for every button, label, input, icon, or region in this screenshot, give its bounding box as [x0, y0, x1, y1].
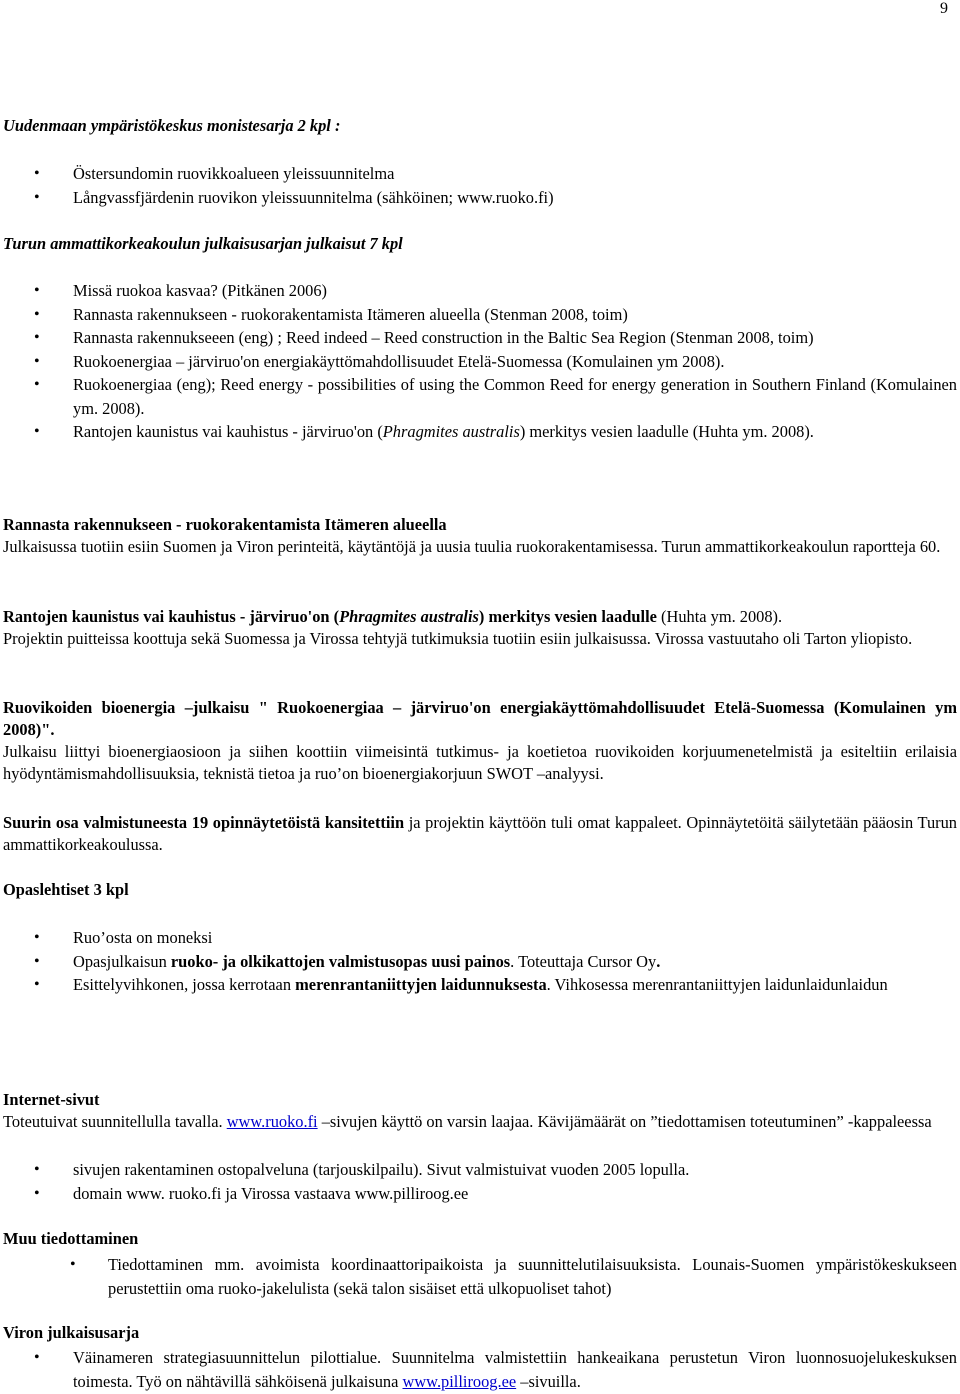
item-text: .: [656, 951, 661, 971]
list-item: • domain www. ruoko.fi ja Virossa vastaava www.pilliroog.ee: [0, 1182, 957, 1206]
paragraph-heading: [3, 606, 957, 628]
julkaisusarja-list: [0, 279, 957, 444]
species-name: Phragmites australis: [382, 422, 520, 441]
paragraph-text: Julkaisussa tuotiin esiin Suomen ja Viron perinteitä, käytäntöjä ja uusia tuulia ruokorakentamisessa. Turun ammattikorkeakoulun raportteja 60.: [3, 537, 941, 556]
paragraph-opinnaytetyot: [3, 812, 957, 856]
item-text: Rantojen kaunistus vai kauhistus - järviruo'on (: [73, 422, 383, 441]
list-item: • Missä ruokoa kasvaa? (Pitkänen 2006): [0, 279, 957, 303]
heading-text: Turun ammattikorkeakoulun julkaisusarjan julkaisut 7 kpl: [3, 234, 403, 253]
internet-sivut-section: [3, 1089, 957, 1133]
section-heading-monistesarja: Uudenmaan ympäristökeskus monistesarja 2 kpl :: [3, 116, 341, 135]
species-name: Phragmites australis: [339, 607, 479, 626]
paragraph-bold: Suurin osa valmistuneesta 19 opinnäytetöistä kansitettiin: [3, 813, 405, 832]
list-item: • sivujen rakentaminen ostopalveluna (tarjouskilpailu). Sivut valmistuivat vuoden 2005 lopulla.: [0, 1158, 957, 1182]
section-heading-muu: Muu tiedottaminen: [3, 1229, 139, 1248]
list-item: [0, 420, 957, 444]
paragraph-heading: Rannasta rakennukseen - ruokorakentamista Itämeren alueella: [3, 515, 447, 534]
item-text: . Vihkosessa merenrantaniittyjen laidunlaidunlaidun: [546, 975, 888, 994]
item-text: ) merkitys vesien laadulle (Huhta ym. 2008).: [519, 422, 814, 441]
heading-citation: (Huhta ym. 2008).: [656, 607, 783, 626]
section-heading-internet: Internet-sivut: [3, 1090, 100, 1109]
item-text: Opasjulkaisun: [73, 951, 171, 971]
internet-list: [0, 1158, 957, 1205]
paragraph-heading: Ruovikoiden bioenergia –julkaisu " Ruokoenergiaa – järviruo'on energiakäyttömahdollisuudet Etelä-Suomessa (Komulainen ym 2008)".: [3, 698, 957, 739]
paragraph-rannasta: [3, 514, 957, 558]
section-heading-julkaisusarja: [3, 233, 957, 255]
opaslehtiset-list: [0, 926, 957, 997]
list-item: • Rannasta rakennukseeen (eng) ; Reed indeed – Reed construction in the Baltic Sea Region (Stenman 2008, toim): [0, 326, 957, 350]
item-text: Väinameren strategiasuunnittelun pilottialue. Suunnitelma valmistettiin hankeaikana perustetun Viron luonnosuojelukeskuksen toimesta. Työ on nähtävillä sähköisenä julkaisuna: [73, 1348, 957, 1391]
paragraph-text: ja projektin käyttöön tuli omat kappaleet. Opinnäytetöitä säilytetään pääosin Turun ammattikorkeakoulussa.: [3, 813, 958, 854]
list-item: • Östersundomin ruovikkoalueen yleissuunnitelma: [0, 162, 957, 186]
item-bold: merenrantaniittyjen laidunnuksesta: [295, 975, 547, 994]
item-text: –sivuilla.: [516, 1371, 581, 1391]
pilliroog-link[interactable]: www.pilliroog.ee: [402, 1371, 517, 1391]
paragraph-bioenergia: [3, 697, 957, 785]
text-part: –sivujen käyttö on varsin laajaa. Kävijämäärät on ”tiedottamisen toteutuminen” -kappaleessa: [317, 1112, 932, 1131]
list-item: • Ruokoenergiaa – järviruo'on energiakäyttömahdollisuudet Etelä-Suomessa (Komulainen ym 2008).: [0, 350, 957, 374]
section-heading-opaslehtiset: Opaslehtiset 3 kpl: [3, 880, 129, 899]
viron-list: [0, 1346, 957, 1393]
list-item: [0, 1346, 957, 1393]
item-text: . Toteuttaja Cursor Oy: [510, 951, 657, 971]
monistesarja-list: [0, 162, 957, 209]
list-item: • Ruo’osta on moneksi: [0, 926, 957, 950]
item-text: Esittelyvihkonen, jossa kerrotaan: [73, 975, 296, 994]
paragraph-rantojen: [3, 606, 957, 650]
section-heading-viron: Viron julkaisusarja: [3, 1323, 140, 1342]
list-item: • Rannasta rakennukseen - ruokorakentamista Itämeren alueella (Stenman 2008, toim): [0, 303, 957, 327]
list-item: [0, 973, 957, 997]
item-bold: ruoko- ja olkikattojen valmistusopas uusi painos: [170, 951, 511, 971]
ruoko-link[interactable]: www.ruoko.fi: [226, 1112, 318, 1131]
heading-part: ) merkitys vesien laadulle: [478, 607, 657, 626]
paragraph-text: Projektin puitteissa koottuja sekä Suomessa ja Virossa tehtyjä tutkimuksia tuotiin esiin julkaisussa. Virossa vastuutaho oli Tarton yliopisto.: [3, 629, 913, 648]
list-item: • Tiedottaminen mm. avoimista koordinaattoripaikoista ja suunnittelutilaisuuksista. Lounais-Suomen ympäristökeskukseen perustettiin oma ruoko-jakelulista (sekä talon sisäiset että ulkopuoliset tahot): [0, 1253, 957, 1300]
list-item: [0, 950, 957, 974]
list-item: • Långvassfjärdenin ruovikon yleissuunnitelma (sähköinen; www.ruoko.fi): [0, 186, 957, 210]
section-text: [3, 1111, 957, 1133]
paragraph-text: Julkaisu liittyi bioenergiaosioon ja siihen koottiin viimeisintä tutkimus- ja koetietoa ruovikoiden korjuumenetelmistä ja esiteltiin erilaisia hyödyntämismahdollisuuksia, teknistä tietoa ja ruo’on bioenergiakorjuun SWOT –analyysi.: [3, 742, 957, 783]
heading-part: Rantojen kaunistus vai kauhistus - järviruo'on (: [3, 607, 340, 626]
muu-list: [0, 1253, 957, 1300]
page-number: 9: [940, 0, 948, 17]
text-part: Toteutuivat suunnitellulla tavalla.: [3, 1112, 227, 1131]
list-item: • Ruokoenergiaa (eng); Reed energy - possibilities of using the Common Reed for energy generation in Southern Finland (Komulainen ym. 2008).: [0, 373, 957, 420]
